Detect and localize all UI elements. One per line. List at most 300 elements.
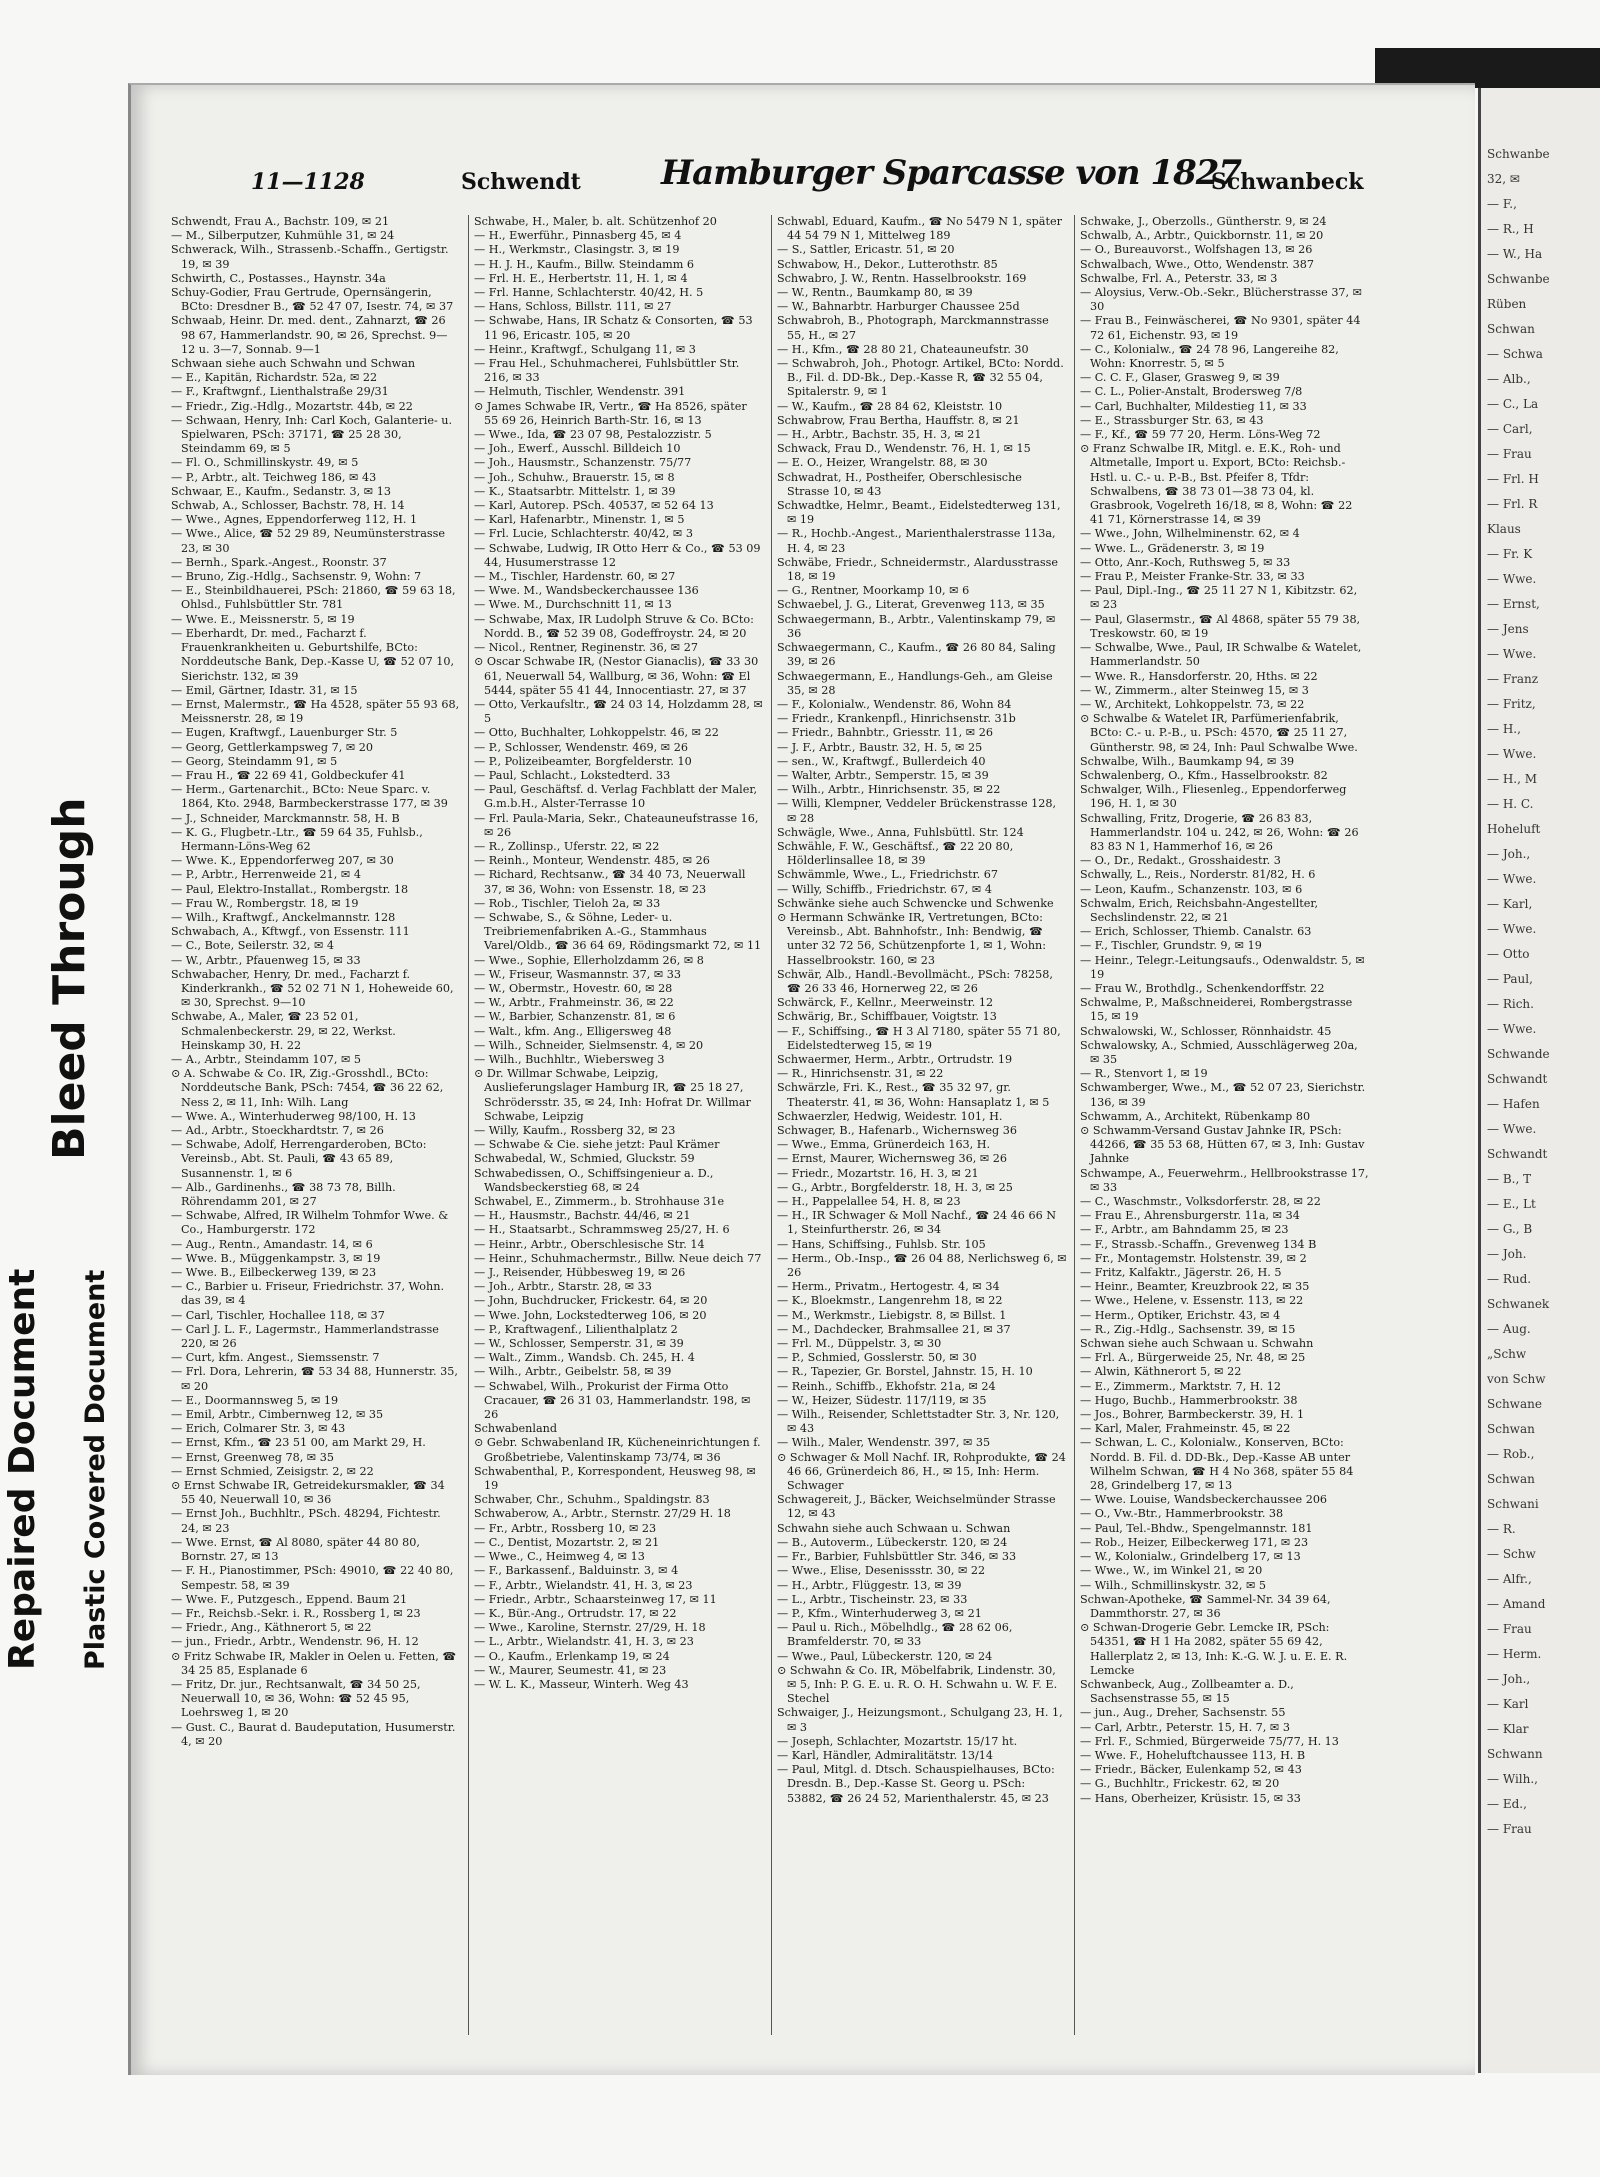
next-page-text-fragment: — Aug.: [1487, 1322, 1531, 1336]
directory-entry: — Fl. O., Schmillinskystr. 49, ✉ 5: [171, 456, 359, 470]
directory-entry: — Frau E., Ahrensburgerstr. 11a, ✉ 34: [1080, 1209, 1300, 1223]
directory-entry: — Frl. Hanne, Schlachterstr. 40/42, H. 5: [474, 286, 704, 300]
directory-entry: Schwabe, A., Maler, ☎ 23 52 01, Schmalenbeckerstr. 29, ✉ 22, Werkst. Heinskamp 30, H. 22: [171, 1010, 396, 1052]
directory-entry: Schwalbe, Wilh., Baumkamp 94, ✉ 39: [1080, 754, 1295, 768]
directory-entry: ⊙ Schwamm-Versand Gustav Jahnke IR, PSch: 44266, ☎ 35 53 68, Hütten 67, ✉ 3, Inh: Gustav Jahnke: [1080, 1124, 1365, 1166]
next-page-text-fragment: — Frl. H: [1487, 472, 1539, 486]
directory-entry: — Frau B., Feinwäscherei, ☎ No 9301, später 44 72 61, Eichenstr. 93, ✉ 19: [1080, 314, 1361, 342]
directory-entry: — Reinh., Monteur, Wendenstr. 485, ✉ 26: [474, 854, 710, 868]
directory-entry: — Eberhardt, Dr. med., Facharzt f. Frauenkrankheiten u. Geburtshilfe, BCto: Norddeutsche Bank, Dep.-Kasse U, ☎ 52 07 10, Sierichstr. 132, ✉ 39: [171, 626, 455, 683]
directory-page: [128, 83, 1475, 2075]
directory-entry: — W., Maurer, Seumestr. 41, ✉ 23: [474, 1663, 667, 1677]
directory-entry: — E., Strassburger Str. 63, ✉ 43: [1080, 413, 1264, 427]
directory-entry: — Wilh., Schmillinskystr. 32, ✉ 5: [1080, 1578, 1267, 1592]
directory-entry: — Paul, Geschäftsf. d. Verlag Fachblatt der Maler, G.m.b.H., Alster-Terrasse 10: [474, 783, 758, 811]
directory-entry: — W., Friseur, Wasmannstr. 37, ✉ 33: [474, 967, 682, 981]
directory-entry: ⊙ Schwan-Drogerie Gebr. Lemcke IR, PSch: 54351, ☎ H 1 Ha 2082, später 55 69 42, Hallerplatz 2, ✉ 13, Inh: K.-G. W. J. u. E. E. R. Lemcke: [1080, 1621, 1348, 1677]
next-page-text-fragment: — Wwe.: [1487, 872, 1537, 886]
directory-entry: ⊙ James Schwabe IR, Vertr., ☎ Ha 8526, später 55 69 26, Heinrich Barth-Str. 16, ✉ 13: [474, 399, 747, 427]
directory-entry: — Bruno, Zig.-Hdlg., Sachsenstr. 9, Wohn: 7: [171, 570, 422, 584]
directory-entry: Schwabenland: [474, 1422, 557, 1436]
directory-entry: — Friedr., Bäcker, Eulenkamp 52, ✉ 43: [1080, 1763, 1302, 1777]
directory-entry: Schwabl, Eduard, Kaufm., ☎ No 5479 N 1, später 44 54 79 N 1, Mittelweg 189: [777, 215, 1062, 243]
directory-entry: Schwally, L., Reis., Norderstr. 81/82, H. 6: [1080, 868, 1316, 882]
next-page-text-fragment: — Rob.,: [1487, 1447, 1535, 1461]
directory-entry: Schwamm, A., Architekt, Rübenkamp 80: [1080, 1109, 1311, 1123]
directory-entry: Schwänke siehe auch Schwencke und Schwenke: [777, 896, 1054, 910]
next-page-text-fragment: — Amand: [1487, 1597, 1546, 1611]
next-page-text-fragment: — C., La: [1487, 397, 1539, 411]
directory-entry: — P., Kraftwagenf., Lilienthalplatz 2: [474, 1322, 678, 1336]
directory-entry: — Friedr., Krankenpfl., Hinrichsenstr. 31b: [777, 712, 1016, 726]
directory-entry: — H., Hausmstr., Bachstr. 44/46, ✉ 21: [474, 1209, 691, 1223]
directory-entry: — Karl, Hafenarbtr., Minenstr. 1, ✉ 5: [474, 513, 685, 527]
directory-entry: — Wwe., W., im Winkel 21, ✉ 20: [1080, 1564, 1263, 1578]
directory-entry: — P., Schmied, Gosslerstr. 50, ✉ 30: [777, 1351, 977, 1365]
directory-entry: — Rob., Tischler, Tieloh 2a, ✉ 33: [474, 896, 661, 910]
directory-entry: Schwabacher, Henry, Dr. med., Facharzt f. Kinderkrankh., ☎ 52 02 71 N 1, Hoheweide 60, ✉ 30, Sprechst. 9—10: [171, 967, 454, 1010]
directory-entry: — Paul, Tel.-Bhdw., Spengelmannstr. 181: [1080, 1521, 1313, 1535]
directory-entry: — Carl, Buchhalter, Mildestieg 11, ✉ 33: [1080, 399, 1307, 413]
directory-entry: — Otto, Verkaufsltr., ☎ 24 03 14, Holzdamm 28, ✉ 5: [474, 697, 763, 726]
directory-entry: ⊙ Schwager & Moll Nachf. IR, Rohprodukte, ☎ 24 46 66, Grünerdeich 86, H., ✉ 15, Inh: Herm. Schwager: [777, 1450, 1066, 1493]
directory-entry: — Alwin, Käthnerort 5, ✉ 22: [1080, 1365, 1242, 1379]
directory-entry: — Walt., kfm. Ang., Elligersweg 48: [474, 1024, 672, 1038]
directory-entry: — Wwe. Ernst, ☎ Al 8080, später 44 80 80, Bornstr. 27, ✉ 13: [171, 1535, 420, 1564]
next-page-text-fragment: Rüben: [1487, 297, 1527, 311]
directory-entry: — Hans, Oberheizer, Krüsistr. 15, ✉ 33: [1080, 1791, 1301, 1805]
directory-entry: — Hugo, Buchb., Hammerbrookstr. 38: [1080, 1393, 1298, 1407]
directory-entry: Schwendt, Frau A., Bachstr. 109, ✉ 21: [171, 215, 390, 228]
next-page-text-fragment: von Schw: [1487, 1372, 1546, 1386]
directory-entry: — Wwe. M., Durchschnitt 11, ✉ 13: [474, 598, 672, 612]
directory-entry: — G., Buchhltr., Frickestr. 62, ✉ 20: [1080, 1777, 1280, 1791]
directory-entry: — R., Zig.-Hdlg., Sachsenstr. 39, ✉ 15: [1080, 1322, 1296, 1336]
directory-entry: Schwaiger, J., Heizungsmont., Schulgang 23, H. 1, ✉ 3: [777, 1706, 1063, 1734]
next-page-text-fragment: — Schw: [1487, 1547, 1536, 1561]
next-page-text-fragment: — H., M: [1487, 772, 1538, 786]
directory-entry: — Wwe. John, Lockstedterweg 106, ✉ 20: [474, 1308, 707, 1322]
repaired-document-label: Repaired Document: [2, 1268, 43, 1670]
directory-entry: Schwaegermann, E., Handlungs-Geh., am Gleise 35, ✉ 28: [777, 669, 1053, 697]
directory-entry: — sen., W., Kraftwgf., Bullerdeich 40: [777, 754, 986, 768]
directory-entry: — Schwabe, Hans, IR Schatz & Consorten, ☎ 53 11 96, Ericastr. 105, ✉ 20: [474, 314, 753, 342]
directory-entry: Schwalowsky, A., Schmied, Ausschlägerweg 20a, ✉ 35: [1080, 1038, 1358, 1066]
directory-entry: — H., Staatsarbt., Schrammsweg 25/27, H. 6: [474, 1223, 730, 1237]
directory-entry: ⊙ Oscar Schwabe IR, (Nestor Gianaclis), ☎ 33 30 61, Neuerwall 54, Wallburg, ✉ 36, Wohn: ☎ El 5444, später 55 41 44, Innocentiastr. 27, ✉ 37: [474, 655, 759, 697]
next-page-text-fragment: — Alfr.,: [1487, 1572, 1532, 1586]
directory-entry: — R., Zollinsp., Uferstr. 22, ✉ 22: [474, 839, 660, 853]
directory-entry: — L., Arbtr., Wielandstr. 41, H. 3, ✉ 23: [474, 1635, 694, 1649]
directory-entry: — P., Arbtr., alt. Teichweg 186, ✉ 43: [171, 470, 377, 484]
directory-entry: — B., Autoverm., Lübeckerstr. 120, ✉ 24: [777, 1535, 1008, 1549]
directory-entry: — O., Dr., Redakt., Grosshaidestr. 3: [1080, 854, 1281, 868]
directory-entry: — O., Kaufm., Erlenkamp 19, ✉ 24: [474, 1649, 670, 1663]
column-divider: [771, 215, 772, 2035]
directory-entry: — Schwalbe, Wwe., Paul, IR Schwalbe & Watelet, Hammerlandstr. 50: [1080, 641, 1362, 669]
next-page-text-fragment: Schwann: [1487, 1747, 1543, 1761]
directory-entry: — Wilh., Reisender, Schlettstadter Str. 3, Nr. 120, ✉ 43: [777, 1408, 1060, 1436]
directory-entry: Schwaegermann, B., Arbtr., Valentinskamp 79, ✉ 36: [777, 612, 1056, 640]
next-page-text-fragment: — G., B: [1487, 1222, 1533, 1236]
directory-entry: — K., Bür.-Ang., Ortrudstr. 17, ✉ 22: [474, 1606, 677, 1620]
directory-entry: — K. G., Flugbetr.-Ltr., ☎ 59 64 35, Fuhlsb., Hermann-Löns-Weg 62: [171, 825, 423, 853]
directory-entry: — C., Kolonialw., ☎ 24 78 96, Langereihe 82, Wohn: Knorrestr. 5, ✉ 5: [1080, 342, 1339, 371]
directory-entry: Schwaermer, Herm., Arbtr., Ortrudstr. 19: [777, 1052, 1013, 1066]
next-page-text-fragment: Schwande: [1487, 1047, 1550, 1061]
header-left-keyword: Schwendt: [461, 169, 581, 195]
next-page-text-fragment: Schwanbe: [1487, 147, 1550, 161]
directory-entry: — H. J. H., Kaufm., Billw. Steindamm 6: [474, 257, 695, 271]
directory-entry: — Friedr., Zig.-Hdlg., Mozartstr. 44b, ✉ 22: [171, 399, 413, 413]
next-page-text-fragment: — R., H: [1487, 222, 1534, 236]
directory-entry: — Wwe. F., Putzgesch., Eppend. Baum 21: [171, 1592, 408, 1606]
directory-entry: — Schwabe, Ludwig, IR Otto Herr & Co., ☎ 53 09 44, Husumerstrasse 12: [474, 541, 761, 569]
next-page-text-fragment: 32, ✉: [1487, 172, 1520, 186]
directory-entry: Schwabro, J. W., Rentn. Hasselbrookstr. 169: [777, 271, 1027, 285]
directory-entry: — Wilh., Kraftwgf., Anckelmannstr. 128: [171, 910, 396, 924]
directory-entry: — Friedr., Mozartstr. 16, H. 3, ✉ 21: [777, 1166, 979, 1180]
next-page-text-fragment: — Herm.: [1487, 1647, 1542, 1661]
directory-entry: — Fr., Montagemstr. Holstenstr. 39, ✉ 2: [1080, 1251, 1307, 1265]
directory-entry: — Joseph, Schlachter, Mozartstr. 15/17 ht.: [777, 1734, 1018, 1748]
directory-entry: — F., Barkassenf., Balduinstr. 3, ✉ 4: [474, 1564, 679, 1578]
directory-entry: — F., Kolonialw., Wendenstr. 86, Wohn 84: [777, 697, 1012, 711]
directory-entry: Schwalbach, Wwe., Otto, Wendenstr. 387: [1080, 257, 1314, 271]
directory-entry: — K., Bloekmstr., Langenrehm 18, ✉ 22: [777, 1294, 1003, 1308]
directory-entry: Schwalger, Wilh., Fliesenleg., Eppendorferweg 196, H. 1, ✉ 30: [1080, 783, 1347, 811]
directory-entry: — Frl. Lucie, Schlachterstr. 40/42, ✉ 3: [474, 527, 693, 541]
directory-entry: — Wwe. R., Hansdorferstr. 20, Hths. ✉ 22: [1080, 669, 1318, 683]
directory-entry: — J., Schneider, Marckmannstr. 58, H. B: [171, 811, 400, 825]
directory-entry: — Otto, Anr.-Koch, Ruthsweg 5, ✉ 33: [1080, 555, 1291, 569]
directory-entry: — Georg, Gettlerkampsweg 7, ✉ 20: [171, 740, 374, 754]
directory-entry: — Schwan, L. C., Kolonialw., Konserven, BCto: Nordd. B. Fil. d. DD-Bk., Dep.-Kasse AB unter Wilhelm Schwan, ☎ H 4 No 368, später 55 84 28, Grindelberg 17, ✉ 13: [1080, 1436, 1354, 1493]
directory-entry: ⊙ Fritz Schwabe IR, Makler in Oelen u. Fetten, ☎ 34 25 85, Esplanade 6: [171, 1649, 457, 1677]
directory-entry: — Joh., Ewerf., Ausschl. Billdeich 10: [474, 442, 681, 456]
directory-entry: — Wwe. B., Eilbeckerweg 139, ✉ 23: [171, 1266, 377, 1280]
directory-entry: — F. H., Pianostimmer, PSch: 49010, ☎ 22 40 80, Sempestr. 58, ✉ 39: [171, 1564, 454, 1592]
directory-entry: — R., Hochb.-Angest., Marienthalerstrasse 113a, H. 4, ✉ 23: [777, 527, 1056, 555]
next-page-text-fragment: — Wwe.: [1487, 1022, 1537, 1036]
directory-entry: — Frau H., ☎ 22 69 41, Goldbeckufer 41: [171, 768, 406, 782]
directory-entry: — Reinh., Schiffb., Ekhofstr. 21a, ✉ 24: [777, 1379, 996, 1393]
directory-entry: Schwadrat, H., Postheifer, Oberschlesische Strasse 10, ✉ 43: [777, 470, 1022, 498]
directory-entry: — Walt., Zimm., Wandsb. Ch. 245, H. 4: [474, 1351, 695, 1365]
directory-entry: Schwabow, H., Dekor., Lutterothstr. 85: [777, 257, 998, 271]
directory-entry: — Joh., Schuhw., Brauerstr. 15, ✉ 8: [474, 470, 675, 484]
directory-entry: Schwampe, A., Feuerwehrm., Hellbrookstrasse 17, ✉ 33: [1080, 1166, 1369, 1194]
directory-entry: — E., Steinbildhauerei, PSch: 21860, ☎ 59 63 18, Ohlsd., Fuhlsbüttler Str. 781: [171, 584, 456, 612]
directory-entry: — Leon, Kaufm., Schanzenstr. 103, ✉ 6: [1080, 882, 1303, 896]
next-page-text-fragment: Schwandt: [1487, 1072, 1548, 1086]
adjacent-page-fragment: [1478, 88, 1600, 2073]
directory-entry: — H., Pappelallee 54, H. 8, ✉ 23: [777, 1195, 961, 1209]
directory-entry: — S., Sattler, Ericastr. 51, ✉ 20: [777, 243, 955, 257]
directory-entry: — Wwe., John, Wilhelminenstr. 62, ✉ 4: [1080, 527, 1300, 541]
directory-entry: — Herm., Optiker, Erichstr. 43, ✉ 4: [1080, 1308, 1281, 1322]
next-page-text-fragment: Schwane: [1487, 1397, 1542, 1411]
next-page-text-fragment: — Wwe.: [1487, 747, 1537, 761]
next-page-text-fragment: Klaus: [1487, 522, 1521, 536]
next-page-text-fragment: Schwan: [1487, 322, 1535, 336]
directory-entry: — H., Kfm., ☎ 28 80 21, Chateauneufstr. 30: [777, 342, 1029, 356]
directory-entry: — C. L., Polier-Anstalt, Brodersweg 7/8: [1080, 385, 1303, 399]
directory-entry: Schwalbe, Frl. A., Peterstr. 33, ✉ 3: [1080, 271, 1278, 285]
next-page-text-fragment: — B., T: [1487, 1172, 1532, 1186]
directory-entry: — Aloysius, Verw.-Ob.-Sekr., Blücherstrasse 37, ✉ 30: [1080, 286, 1363, 314]
directory-entry: Schwärzle, Fri. K., Rest., ☎ 35 32 97, gr. Theaterstr. 41, ✉ 36, Wohn: Hansaplatz 1, ✉ 5: [777, 1081, 1050, 1109]
directory-entry: — J., Reisender, Hübbesweg 19, ✉ 26: [474, 1266, 686, 1280]
directory-entry: — Heinr., Kraftwgf., Schulgang 11, ✉ 3: [474, 342, 696, 356]
directory-entry: — W., Bahnarbtr. Harburger Chaussee 25d: [777, 300, 1020, 314]
directory-entry: — Willi, Klempner, Veddeler Brückenstrasse 128, ✉ 28: [777, 797, 1057, 825]
directory-entry: — Fr., Reichsb.-Sekr. i. R., Rossberg 1, ✉ 23: [171, 1606, 421, 1620]
directory-entry: — W., Kaufm., ☎ 28 84 62, Kleiststr. 10: [777, 399, 1003, 413]
directory-entry: — Frau P., Meister Franke-Str. 33, ✉ 33: [1080, 570, 1305, 584]
next-page-text-fragment: — Frl. R: [1487, 497, 1538, 511]
directory-entry: — Erich, Schlosser, Thiemb. Canalstr. 63: [1080, 925, 1312, 939]
directory-entry: Schwalling, Fritz, Drogerie, ☎ 26 83 83, Hammerlandstr. 104 u. 242, ✉ 26, Wohn: ☎ 26 83 83 N 1, Hammerhof 16, ✉ 26: [1080, 811, 1359, 853]
directory-entry: — G., Rentner, Moorkamp 10, ✉ 6: [777, 584, 970, 598]
directory-entry: — Wwe. L., Grädenerstr. 3, ✉ 19: [1080, 541, 1265, 555]
next-page-text-fragment: — Karl: [1487, 1697, 1529, 1711]
directory-entry: — Frl. H. E., Herbertstr. 11, H. 1, ✉ 4: [474, 271, 688, 285]
next-page-text-fragment: — Wilh.,: [1487, 1772, 1538, 1786]
directory-entry: — Schwabe, Adolf, Herrengarderoben, BCto: Vereinsb., Abt. St. Pauli, ☎ 43 65 89, Susannenstr. 1, ✉ 6: [171, 1138, 427, 1180]
next-page-text-fragment: — Fr. K: [1487, 547, 1533, 561]
column-divider: [1074, 215, 1075, 2035]
directory-entry: — M., Silberputzer, Kuhmühle 31, ✉ 24: [171, 229, 395, 243]
next-page-text-fragment: — Joh.,: [1487, 847, 1531, 861]
directory-entry: — F., Arbtr., am Bahndamm 25, ✉ 23: [1080, 1223, 1289, 1237]
directory-entry: — Joh., Arbtr., Starstr. 28, ✉ 33: [474, 1280, 652, 1294]
directory-entry: Schwake, J., Oberzolls., Güntherstr. 9, ✉ 24: [1080, 215, 1327, 228]
directory-entry: — H., Ewerführ., Pinnasberg 45, ✉ 4: [474, 229, 682, 243]
directory-entry: — Schwabe, Alfred, IR Wilhelm Tohmfor Wwe. & Co., Hamburgerstr. 172: [171, 1209, 449, 1237]
directory-entry: — Wwe. E., Meissnerstr. 5, ✉ 19: [171, 612, 355, 626]
directory-entry: — W., Arbtr., Frahmeinstr. 36, ✉ 22: [474, 996, 674, 1010]
directory-entry: — Paul, Elektro-Installat., Rombergstr. 18: [171, 882, 409, 896]
directory-entry: Schwanbeck, Aug., Zollbeamter a. D., Sachsenstrasse 55, ✉ 15: [1080, 1677, 1294, 1706]
directory-entry: — R., Tapezier, Gr. Borstel, Jahnstr. 15, H. 10: [777, 1365, 1033, 1379]
directory-entry: — Paul, Mitgl. d. Dtsch. Schauspielhauses, BCto: Dresdn. B., Dep.-Kasse St. Georg u. PSch: 53882, ☎ 26 24 52, Marienthalerstr. 45, ✉ 23: [777, 1763, 1055, 1805]
directory-entry: — Schwabel, Wilh., Prokurist der Firma Otto Cracauer, ☎ 26 31 03, Hammerlandstr. 198, ✉ 26: [474, 1379, 751, 1422]
directory-entry: — Herm., Ob.-Insp., ☎ 26 04 88, Nerlichsweg 6, ✉ 26: [777, 1251, 1067, 1280]
directory-entry: — W., Barbier, Schanzenstr. 81, ✉ 6: [474, 1010, 676, 1024]
directory-entry: — Wilh., Arbtr., Hinrichsenstr. 35, ✉ 22: [777, 783, 1001, 797]
directory-entry: — Ernst Schmied, Zeisigstr. 2, ✉ 22: [171, 1464, 374, 1478]
directory-entry: — Heinr., Telegr.-Leitungsaufs., Odenwaldstr. 5, ✉ 19: [1080, 953, 1365, 981]
header-center-logo: Hamburger Sparcasse von 1827: [661, 153, 1242, 193]
directory-entry: — Frl. M., Düppelstr. 3, ✉ 30: [777, 1337, 942, 1351]
next-page-text-fragment: — Ed.,: [1487, 1797, 1527, 1811]
directory-entry: ⊙ Schwahn & Co. IR, Möbelfabrik, Lindenstr. 30, ✉ 5, Inh: P. G. E. u. R. O. H. Schwahn u. W. F. E. Stechel: [777, 1663, 1058, 1706]
directory-entry: — Ad., Arbtr., Stoeckhardtstr. 7, ✉ 26: [171, 1124, 384, 1137]
directory-entry: — Wwe., Helene, v. Essenstr. 113, ✉ 22: [1080, 1294, 1304, 1308]
directory-entry: — W., Kolonialw., Grindelberg 17, ✉ 13: [1080, 1550, 1301, 1564]
directory-entry: Schwaebel, J. G., Literat, Grevenweg 113, ✉ 35: [777, 598, 1045, 612]
directory-entry: Schwab, A., Schlosser, Bachstr. 78, H. 14: [171, 499, 405, 513]
directory-entry: — Schwabe, Max, IR Ludolph Struve & Co. BCto: Nordd. B., ☎ 52 39 08, Godeffroystr. 24, ✉ 20: [474, 612, 754, 640]
directory-entry: — R., Hinrichsenstr. 31, ✉ 22: [777, 1067, 944, 1081]
next-page-text-fragment: — Carl,: [1487, 422, 1533, 436]
next-page-text-fragment: — Otto: [1487, 947, 1530, 961]
next-page-text-fragment: — Fritz,: [1487, 697, 1536, 711]
directory-entry: — Schwabe & Cie. siehe jetzt: Paul Krämer: [474, 1138, 720, 1152]
next-page-text-fragment: — Wwe.: [1487, 647, 1537, 661]
next-page-text-fragment: — Klar: [1487, 1722, 1529, 1736]
directory-entry: — Heinr., Beamter, Kreuzbrook 22, ✉ 35: [1080, 1280, 1310, 1294]
directory-entry: — C. C. F., Glaser, Grasweg 9, ✉ 39: [1080, 371, 1280, 385]
directory-entry: — C., Dentist, Mozartstr. 2, ✉ 21: [474, 1535, 660, 1549]
directory-entry: — Karl, Händler, Admiralitätstr. 13/14: [777, 1748, 994, 1762]
directory-entry: ⊙ Gebr. Schwabenland IR, Kücheneinrichtungen f. Großbetriebe, Valentinskamp 73/74, ✉ 36: [474, 1436, 761, 1464]
next-page-text-fragment: — E., Lt: [1487, 1197, 1536, 1211]
next-page-text-fragment: — Wwe.: [1487, 922, 1537, 936]
directory-entry: Schwabach, A., Kftwgf., von Essenstr. 111: [171, 925, 410, 939]
directory-entry: — Wwe., Elise, Desenissstr. 30, ✉ 22: [777, 1564, 986, 1578]
directory-entry: Schwabedal, W., Schmied, Gluckstr. 59: [474, 1152, 695, 1166]
directory-entry: — Wwe. M., Wandsbeckerchaussee 136: [474, 584, 699, 598]
directory-entry: Schwabenthal, P., Korrespondent, Heusweg 98, ✉ 19: [474, 1464, 756, 1493]
directory-entry: — W., Arbtr., Pfauenweg 15, ✉ 33: [171, 953, 361, 967]
next-page-text-fragment: — H. C.: [1487, 797, 1534, 811]
directory-entry: Schwaar, E., Kaufm., Sedanstr. 3, ✉ 13: [171, 484, 391, 498]
directory-entry: — Willy, Schiffb., Friedrichstr. 67, ✉ 4: [777, 882, 992, 896]
directory-entry: — Schwabe, S., & Söhne, Leder- u. Treibriemenfabriken A.-G., Stammhaus Varel/Oldb., ☎ 36 64 69, Rödingsmarkt 72, ✉ 11: [474, 910, 762, 953]
directory-entry: — Wwe. K., Eppendorferweg 207, ✉ 30: [171, 854, 394, 868]
next-page-text-fragment: — Jens: [1487, 622, 1529, 636]
directory-entry: — P., Schlosser, Wendenstr. 469, ✉ 26: [474, 740, 688, 754]
directory-entry: — Karl, Autorep. PSch. 40537, ✉ 52 64 13: [474, 499, 714, 513]
directory-entry: — Frl. F., Schmied, Bürgerweide 75/77, H. 13: [1080, 1734, 1339, 1748]
directory-entry: Schwan siehe auch Schwaan u. Schwahn: [1080, 1337, 1314, 1351]
directory-entry: — Frl. Dora, Lehrerin, ☎ 53 34 88, Hunnerstr. 35, ✉ 20: [171, 1365, 458, 1393]
directory-entry: — Wilh., Arbtr., Geibelstr. 58, ✉ 39: [474, 1365, 672, 1379]
directory-entry: — Jos., Bohrer, Barmbeckerstr. 39, H. 1: [1080, 1408, 1305, 1422]
directory-entry: — jun., Friedr., Arbtr., Wendenstr. 96, H. 12: [171, 1635, 419, 1649]
next-page-text-fragment: — R.: [1487, 1522, 1516, 1536]
directory-entry: Schwaerzler, Hedwig, Weidestr. 101, H.: [777, 1109, 1003, 1123]
directory-entry: — Herm., Privatm., Hertogestr. 4, ✉ 34: [777, 1280, 1000, 1294]
bleed-through-label: Bleed Through: [44, 797, 95, 1160]
directory-entry: — Walter, Arbtr., Semperstr. 15, ✉ 39: [777, 768, 989, 782]
directory-entry: — F., Kraftwgnf., Lienthalstraße 29/31: [171, 385, 389, 399]
directory-entry: — Ernst, Malermstr., ☎ Ha 4528, später 55 93 68, Meissnerstr. 28, ✉ 19: [171, 697, 460, 726]
directory-entry: ⊙ Ernst Schwabe IR, Getreidekursmakler, ☎ 34 55 40, Neuerwall 10, ✉ 36: [171, 1479, 445, 1507]
directory-entry: Schwadtke, Helmr., Beamt., Eidelstedterweg 131, ✉ 19: [777, 499, 1061, 527]
next-page-text-fragment: — Ernst,: [1487, 597, 1540, 611]
directory-entry: Schwabe, H., Maler, b. alt. Schützenhof 20: [474, 215, 717, 228]
directory-entry: — F., Strassb.-Schaffn., Grevenweg 134 B: [1080, 1237, 1317, 1251]
directory-entry: Schwager, B., Hafenarb., Wichernsweg 36: [777, 1124, 1017, 1137]
directory-entry: — W., Zimmerm., alter Steinweg 15, ✉ 3: [1080, 683, 1309, 697]
directory-entry: — E. O., Heizer, Wrangelstr. 88, ✉ 30: [777, 456, 988, 470]
directory-entry: — Georg, Steindamm 91, ✉ 5: [171, 754, 338, 768]
directory-entry: Schwack, Frau D., Wendenstr. 76, H. 1, ✉ 15: [777, 442, 1031, 456]
directory-entry: — Wilh., Maler, Wendenstr. 397, ✉ 35: [777, 1436, 991, 1450]
directory-entry: Schuy-Godier, Frau Gertrude, Opernsängerin, BCto: Dresdner B., ☎ 52 47 07, Isestr. 74, ✉ 37: [171, 286, 454, 314]
directory-entry: — Hans, Schloss, Billstr. 111, ✉ 27: [474, 300, 672, 314]
directory-entry: Schwalb, A., Arbtr., Quickbornstr. 11, ✉ 20: [1080, 229, 1324, 243]
directory-entry: — Carl J. L. F., Lagermstr., Hammerlandstrasse 220, ✉ 26: [171, 1322, 439, 1351]
directory-entry: — jun., Aug., Dreher, Sachsenstr. 55: [1080, 1706, 1286, 1720]
directory-entry: Schwähle, F. W., Geschäftsf., ☎ 22 20 80, Hölderlinsallee 18, ✉ 39: [777, 839, 1014, 868]
directory-entry: — Wwe., Alice, ☎ 52 29 89, Neumünsterstrasse 23, ✉ 30: [171, 527, 445, 555]
directory-entry: — Wwe., Karoline, Sternstr. 27/29, H. 18: [474, 1621, 706, 1635]
next-page-text-fragment: Schwanbe: [1487, 272, 1550, 286]
directory-column-1: [171, 215, 461, 2035]
directory-entry: — W., Heizer, Südestr. 117/119, ✉ 35: [777, 1393, 987, 1407]
directory-entry: — Bernh., Spark.-Angest., Roonstr. 37: [171, 555, 387, 569]
column-divider: [468, 215, 469, 2035]
directory-entry: — Fritz, Dr. jur., Rechtsanwalt, ☎ 34 50 25, Neuerwall 10, ✉ 36, Wohn: ☎ 52 45 95, Loehrsweg 1, ✉ 20: [171, 1677, 421, 1720]
next-page-text-fragment: — Frau: [1487, 1622, 1532, 1636]
directory-entry: — F., Schiffsing., ☎ H 3 Al 7180, später 55 71 80, Eidelstedterweg 15, ✉ 19: [777, 1024, 1061, 1052]
directory-entry: Schwär, Alb., Handl.-Bevollmächt., PSch: 78258, ☎ 26 33 46, Hornerweg 22, ✉ 26: [777, 967, 1053, 995]
directory-entry: — Helmuth, Tischler, Wendenstr. 391: [474, 385, 686, 399]
directory-entry: — Friedr., Bahnbtr., Griesstr. 11, ✉ 26: [777, 726, 993, 740]
directory-entry: — W., Obermstr., Hovestr. 60, ✉ 28: [474, 981, 673, 995]
next-page-text-fragment: „Schw: [1487, 1347, 1527, 1361]
directory-entry: — H., IR Schwager & Moll Nachf., ☎ 24 46 66 N 1, Steinfurtherstr. 26, ✉ 34: [777, 1209, 1057, 1237]
directory-entry: — Friedr., Ang., Käthnerort 5, ✉ 22: [171, 1621, 372, 1635]
directory-entry: — W., Architekt, Lohkoppelstr. 73, ✉ 22: [1080, 697, 1305, 711]
directory-entry: — Paul u. Rich., Möbelhdlg., ☎ 28 62 06, Bramfelderstr. 70, ✉ 33: [777, 1621, 1013, 1649]
directory-entry: — M., Werkmstr., Liebigstr. 8, ✉ Billst. 1: [777, 1308, 1007, 1322]
directory-entry: Schwagereit, J., Bäcker, Weichselmünder Strasse 12, ✉ 43: [777, 1493, 1056, 1521]
directory-entry: — Ernst, Kfm., ☎ 23 51 00, am Markt 29, H.: [171, 1436, 426, 1450]
next-page-text-fragment: — W., Ha: [1487, 247, 1543, 261]
directory-entry: Schwahn siehe auch Schwaan u. Schwan: [777, 1521, 1011, 1535]
directory-entry: — Paul, Schlacht., Lokstedterd. 33: [474, 768, 671, 782]
directory-entry: Schwaegermann, C., Kaufm., ☎ 26 80 84, Saling 39, ✉ 26: [777, 641, 1056, 669]
directory-entry: — Ernst, Greenweg 78, ✉ 35: [171, 1450, 334, 1464]
directory-entry: Schwamberger, Wwe., M., ☎ 52 07 23, Sierichstr. 136, ✉ 39: [1080, 1081, 1366, 1109]
directory-column-4: [1080, 215, 1370, 2035]
directory-entry: — Wwe. F., Hoheluftchaussee 113, H. B: [1080, 1748, 1306, 1762]
directory-entry: — Hans, Schiffsing., Fuhlsb. Str. 105: [777, 1237, 986, 1251]
directory-entry: — Eugen, Kraftwgf., Lauenburger Str. 5: [171, 726, 398, 740]
directory-entry: Schwägle, Wwe., Anna, Fuhlsbüttl. Str. 124: [777, 825, 1024, 839]
next-page-text-fragment: — Alb.,: [1487, 372, 1531, 386]
directory-entry: — Fr., Arbtr., Rossberg 10, ✉ 23: [474, 1521, 657, 1535]
directory-entry: — K., Staatsarbtr. Mittelstr. 1, ✉ 39: [474, 484, 676, 498]
next-page-text-fragment: — Rud.: [1487, 1272, 1532, 1286]
directory-entry: — Wwe., Emma, Grünerdeich 163, H.: [777, 1138, 991, 1152]
next-page-text-fragment: — Karl,: [1487, 897, 1533, 911]
directory-entry: — Wilh., Schneider, Sielmsenstr. 4, ✉ 20: [474, 1038, 704, 1052]
directory-entry: — Wwe., Paul, Lübeckerstr. 120, ✉ 24: [777, 1649, 993, 1663]
next-page-text-fragment: — Joh.,: [1487, 1672, 1531, 1686]
directory-entry: Schwirth, C., Postasses., Haynstr. 34a: [171, 271, 386, 285]
directory-entry: — Rob., Heizer, Eilbeckerweg 171, ✉ 23: [1080, 1535, 1309, 1549]
directory-entry: ⊙ Hermann Schwänke IR, Vertretungen, BCto: Vereinsb., Abt. Bahnhofstr., Inh: Bendwig, ☎ unter 32 72 56, Schützenpforte 1, ✉ 1, Wohn: Hasselbrookstr. 160, ✉ 23: [777, 910, 1047, 967]
directory-entry: — Heinr., Schuhmachermstr., Billw. Neue deich 77: [474, 1251, 762, 1265]
directory-entry: — Frl. Paula-Maria, Sekr., Chateauneufstrasse 16, ✉ 26: [474, 811, 759, 839]
directory-entry: — Wwe., Sophie, Ellerholzdamm 26, ✉ 8: [474, 953, 704, 967]
directory-entry: — Otto, Buchhalter, Lohkoppelstr. 46, ✉ 22: [474, 726, 719, 740]
directory-entry: — Wwe., Ida, ☎ 23 07 98, Pestalozzistr. 5: [474, 428, 712, 442]
directory-entry: — A., Arbtr., Steindamm 107, ✉ 5: [171, 1052, 362, 1066]
directory-entry: Schwalm, Erich, Reichsbahn-Angestellter, Sechslindenstr. 22, ✉ 21: [1080, 896, 1319, 924]
directory-entry: Schwaab, Heinr. Dr. med. dent., Zahnarzt, ☎ 26 98 67, Hammerlandstr. 90, ✉ 26, Sprechst. 9—12 u. 3—7, Sonnab. 9—1: [171, 314, 448, 356]
directory-entry: — Herm., Gartenarchit., BCto: Neue Sparc. v. 1864, Kto. 2948, Barmbeckerstrasse 177, ✉ 39: [171, 783, 448, 811]
directory-entry: ⊙ Dr. Willmar Schwabe, Leipzig, Auslieferungslager Hamburg IR, ☎ 25 18 27, Schrödersstr. 35, ✉ 24, Inh: Hofrat Dr. Willmar Schwabe, Leipzig: [474, 1067, 751, 1123]
next-page-text-fragment: Schwani: [1487, 1497, 1539, 1511]
directory-entry: — P., Arbtr., Herrenweide 21, ✉ 4: [171, 868, 361, 882]
